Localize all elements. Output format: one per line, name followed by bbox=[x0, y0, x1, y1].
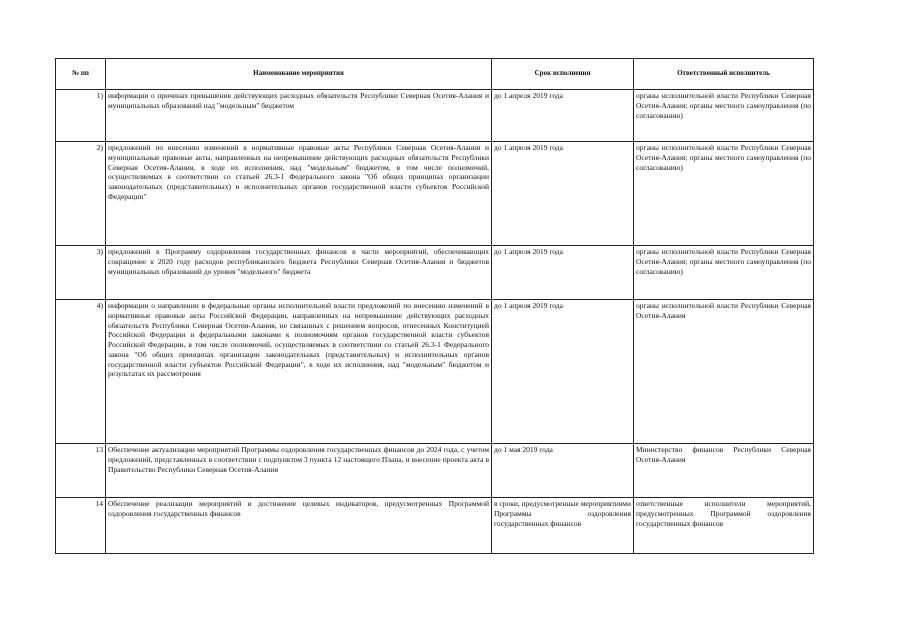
header-name: Наименование мероприятия bbox=[106, 59, 492, 90]
row-name: Обеспечение актуализации мероприятий Программы оздоровления государственных финансов до 2024 года, с учетом предложений, представленных в соответствии с подпунктом 3 пункта 12 настоящего Плана, и внесение проекта акта в Правительство Республики Северная Осетия-Алания bbox=[106, 444, 492, 498]
header-num: № пп bbox=[56, 59, 106, 90]
row-num: 2) bbox=[56, 142, 106, 246]
table-row bbox=[56, 498, 814, 554]
row-name: Обеспечение реализации мероприятий и достижение целевых индикаторов, предусмотренных Программой оздоровления государственных финансов bbox=[106, 498, 492, 554]
row-responsible: органы исполнительной власти Республики Северная Осетия-Алания; органы местного самоуправления (по согласованию) bbox=[634, 246, 814, 300]
table-row bbox=[56, 246, 814, 300]
row-num: 4) bbox=[56, 300, 106, 444]
row-responsible: органы исполнительной власти Республики Северная Осетия-Алания; органы местного самоуправления (по согласованию) bbox=[634, 90, 814, 142]
header-deadline: Срок исполнения bbox=[492, 59, 634, 90]
row-deadline: до 1 апреля 2019 года bbox=[492, 142, 634, 246]
row-responsible: ответственные исполнители мероприятий, предусмотренных Программой оздоровления государственных финансов bbox=[634, 498, 814, 554]
row-name: информации о направлении в федеральные органы исполнительной власти предложений по внесению изменений в нормативные правовые акты Российской Федерации, направленных на непревышение действующих расходных обязательств Республики Северная Осетия-Алания, не связанных с решением вопросов, отнесенных Конституцией Российской Федерации и федеральными законами к полномочиям органов государственной власти субъектов Российской Федерации, в том числе полномочий, осуществляемых в соответствии со статьей 26.3-1 Федерального закона "Об общих принципах организации законодательных (представительных) и исполнительных органов государственной власти субъектов Российской Федерации", в ходе их исполнения, над "модельным" бюджетом и результатах их рассмотрения bbox=[106, 300, 492, 444]
row-name: предложений по внесению изменений в нормативные правовые акты Республики Северная Осетия-Алания и муниципальные правовые акты, направленных на непревышение действующих расходных обязательств Республики Северная Осетия-Алания, в ходе их исполнения, над "модельным" бюджетом, в том числе полномочий, осуществляемых в соответствии со статьей 26.3-1 Федерального закона "Об общих принципах организации законодательных (представительных) и исполнительных органов государственной власти субъектов Российской Федерации" bbox=[106, 142, 492, 246]
row-num: 3) bbox=[56, 246, 106, 300]
row-num: 14 bbox=[56, 498, 106, 554]
row-deadline: до 1 мая 2019 года bbox=[492, 444, 634, 498]
row-deadline: до 1 апреля 2019 года bbox=[492, 90, 634, 142]
row-responsible: Министерство финансов Республики Северная Осетия-Алания bbox=[634, 444, 814, 498]
table-row bbox=[56, 444, 814, 498]
row-deadline: до 1 апреля 2019 года bbox=[492, 300, 634, 444]
table-row bbox=[56, 90, 814, 142]
row-deadline: до 1 апреля 2019 года bbox=[492, 246, 634, 300]
row-name: информации о причинах превышения действующих расходных обязательств Республики Северная Осетия-Алания и муниципальных образований над "модельным" бюджетом bbox=[106, 90, 492, 142]
header-responsible: Ответственный исполнитель bbox=[634, 59, 814, 90]
measures-table bbox=[55, 58, 814, 554]
table-row bbox=[56, 142, 814, 246]
row-responsible: органы исполнительной власти Республики Северная Осетия-Алания; органы местного самоуправления (по согласованию) bbox=[634, 142, 814, 246]
row-deadline: в сроки, предусмотренные мероприятиями Программы оздоровления государственных финансов bbox=[492, 498, 634, 554]
row-num: 13 bbox=[56, 444, 106, 498]
row-name: предложений в Программу оздоровления государственных финансов в части мероприятий, обеспечивающих сокращение к 2020 году расходов республиканского бюджета Республики Северная Осетия-Алания и бюджетов муниципальных образований до уровня "модельного" бюджета bbox=[106, 246, 492, 300]
row-responsible: органы исполнительной власти Республики Северная Осетия-Алания bbox=[634, 300, 814, 444]
table-header-row bbox=[56, 59, 814, 90]
row-num: 1) bbox=[56, 90, 106, 142]
table-row bbox=[56, 300, 814, 444]
